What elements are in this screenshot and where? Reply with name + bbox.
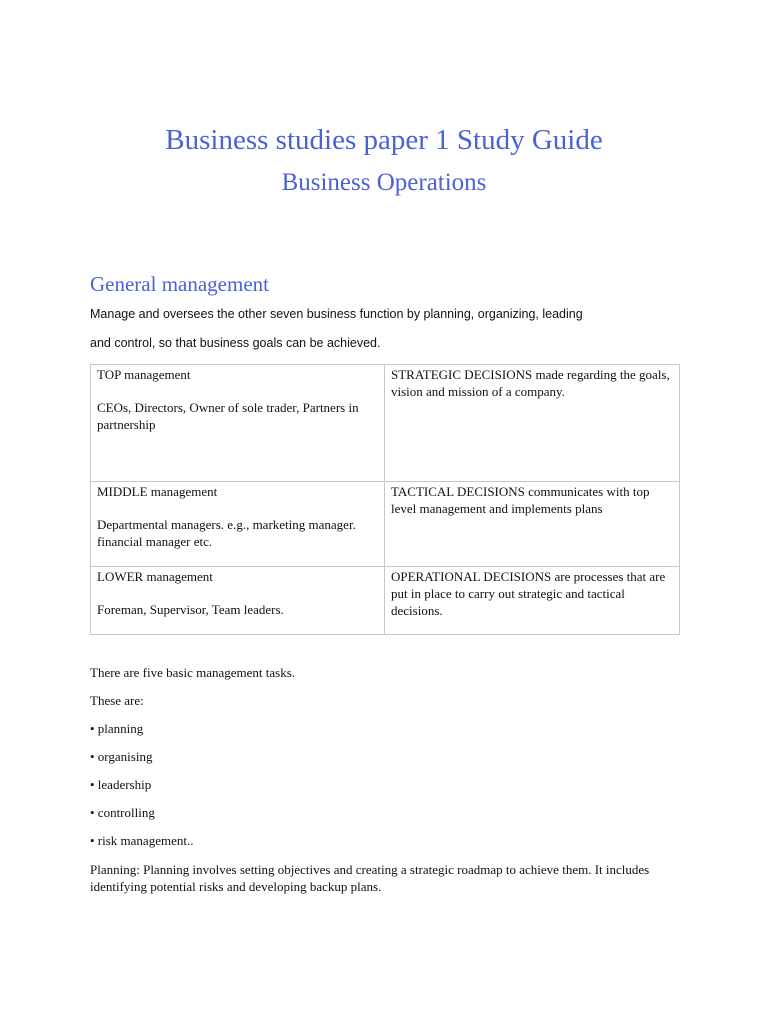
list-item: • planning bbox=[90, 721, 144, 736]
table-cell-level bbox=[91, 365, 385, 482]
list-item: • controlling bbox=[90, 805, 155, 820]
table-cell-decisions bbox=[385, 365, 680, 482]
decision-text: OPERATIONAL DECISIONS are processes that are put in place to carry out strategic and tactical decisions. bbox=[391, 569, 666, 618]
decision-text: STRATEGIC DECISIONS made regarding the goals, vision and mission of a company. bbox=[391, 367, 670, 399]
table-cell-decisions bbox=[385, 482, 680, 567]
document-title: Business studies paper 1 Study Guide bbox=[165, 124, 603, 156]
level-examples: CEOs, Directors, Owner of sole trader, Partners in partnership bbox=[97, 400, 359, 432]
list-item: • risk management.. bbox=[90, 833, 194, 848]
level-examples: Foreman, Supervisor, Team leaders. bbox=[97, 602, 284, 617]
management-levels-table bbox=[90, 364, 680, 635]
list-item: • organising bbox=[90, 749, 153, 764]
tasks-lead: These are: bbox=[90, 693, 144, 708]
intro-line: and control, so that business goals can be achieved. bbox=[90, 336, 381, 350]
table-cell-decisions bbox=[385, 567, 680, 635]
level-name: MIDDLE management bbox=[97, 484, 218, 499]
table-row bbox=[91, 567, 680, 635]
level-name: LOWER management bbox=[97, 569, 213, 584]
list-item: • leadership bbox=[90, 777, 152, 792]
intro-line: Manage and oversees the other seven business function by planning, organizing, leading bbox=[90, 307, 583, 321]
table-cell-level bbox=[91, 482, 385, 567]
level-examples: Departmental managers. e.g., marketing manager. financial manager etc. bbox=[97, 517, 356, 549]
table-row bbox=[91, 482, 680, 567]
planning-paragraph: Planning: Planning involves setting objectives and creating a strategic roadmap to achieve them. It includes identifying potential risks and developing backup plans. bbox=[90, 862, 650, 894]
document-subtitle: Business Operations bbox=[281, 169, 487, 196]
table-cell-level bbox=[91, 567, 385, 635]
level-name: TOP management bbox=[97, 367, 191, 382]
tasks-intro: There are five basic management tasks. bbox=[90, 665, 296, 680]
table-row bbox=[91, 365, 680, 482]
decision-text: TACTICAL DECISIONS communicates with top level management and implements plans bbox=[391, 484, 650, 516]
section-heading: General management bbox=[90, 272, 269, 296]
